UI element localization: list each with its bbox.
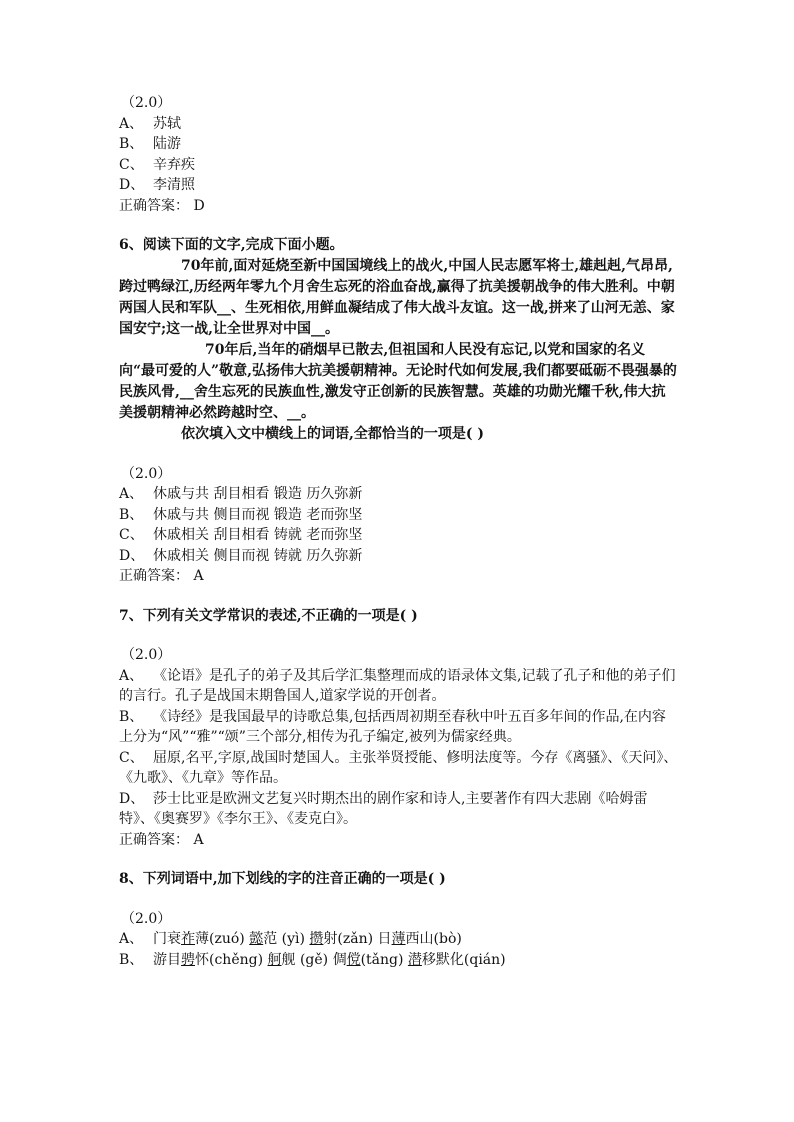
q5-answer: 正确答案： D bbox=[119, 197, 205, 214]
option-text: 《诗经》是我国最早的诗歌总集,包括西周初期至春秋中叶五百多年间的作品,在内容上分为“风”“雅”“颂”三个部分,相传为孔子编定,被列为儒家经典。 bbox=[119, 708, 666, 745]
underlined-char: 潜 bbox=[407, 951, 422, 968]
option-label: B、 bbox=[119, 506, 144, 523]
option-label: B、 bbox=[119, 708, 144, 725]
q5-option-a[interactable] bbox=[119, 114, 679, 135]
q7-option-b[interactable] bbox=[119, 707, 679, 748]
question-8 bbox=[119, 869, 679, 970]
option-text: 苏轼 bbox=[153, 115, 181, 132]
q5-score: （2.0） bbox=[121, 95, 172, 111]
q6-paragraph-2: 70年后,当年的硝烟早已散去,但祖国和人民没有忘记,以党和国家的名义向“最可爱的人”敬意,弘扬伟大抗美援朝精神。无论时代如何发展,我们都要砥砺不畏强暴的民族风骨,__舍生忘死的民族血性,激发守正创新的民族智慧。英雄的功勋光耀千秋,伟大抗美援朝精神必然跨越时空、__。 bbox=[119, 341, 677, 421]
underlined-char: 懿 bbox=[249, 931, 264, 947]
q5-option-b[interactable] bbox=[119, 134, 679, 155]
option-text: 休戚相关 刮目相看 铸就 老而弥坚 bbox=[153, 527, 363, 543]
option-label: A、 bbox=[119, 486, 144, 502]
option-text: 陆游 bbox=[153, 136, 181, 152]
q7-option-d[interactable] bbox=[119, 789, 679, 830]
option-text: 屈原,名平,字原,战国时楚国人。主张举贤授能、修明法度等。今存《离骚》、《天问》、《九歌》、《九章》等作品。 bbox=[119, 749, 678, 786]
q6-option-d[interactable] bbox=[119, 546, 679, 567]
q5-option-c[interactable] bbox=[119, 155, 679, 176]
q6-option-a[interactable] bbox=[119, 484, 679, 505]
option-text-part: 范 (yì) bbox=[263, 931, 310, 947]
q6-title: 6、阅读下面的文字,完成下面小题。 bbox=[119, 237, 344, 253]
option-text: 莎士比亚是欧洲文艺复兴时期杰出的剧作家和诗人,主要著作有四大悲剧《哈姆雷特》、《奥赛罗》《李尔王》、《麦克白》。 bbox=[119, 790, 648, 827]
option-label: B、 bbox=[119, 136, 144, 152]
underlined-char: 薄 bbox=[391, 931, 406, 947]
option-label: A、 bbox=[119, 667, 144, 684]
q7-option-c[interactable] bbox=[119, 748, 679, 789]
option-label: D、 bbox=[119, 547, 145, 564]
underlined-char: 傥 bbox=[346, 951, 361, 968]
option-text-part: 射(zǎn) 日 bbox=[323, 931, 392, 947]
option-label: A、 bbox=[119, 931, 144, 947]
option-label: D、 bbox=[119, 177, 145, 193]
option-text: 休戚与共 侧目而视 锻造 老而弥坚 bbox=[153, 506, 363, 523]
option-text-part: 怀(chěng) bbox=[195, 951, 268, 968]
question-6 bbox=[119, 235, 679, 587]
option-label: A、 bbox=[119, 115, 144, 132]
option-text: 辛弃疾 bbox=[153, 156, 195, 173]
option-text-part: 舰 (gě) 倜 bbox=[281, 951, 347, 968]
underlined-char: 祚 bbox=[181, 931, 195, 947]
option-text-part: 移默化(qián) bbox=[421, 951, 506, 968]
q6-paragraph-1: 70年前,面对延烧至新中国国境线上的战火,中国人民志愿军将士,雄赳赳,气昂昂,跨过鸭绿江,历经两年零九个月舍生忘死的浴血奋战,赢得了抗美援朝战争的伟大胜利。中朝两国人民和军队__、生死相依,用鲜血凝结成了伟大战斗友谊。这一战,拼来了山河无恙、家国安宁;这一战,让全世界对中国__。 bbox=[119, 257, 675, 337]
q8-option-a[interactable] bbox=[119, 929, 679, 950]
q6-option-b[interactable] bbox=[119, 505, 679, 526]
exam-page bbox=[119, 93, 679, 970]
option-text: 休戚相关 侧目而视 铸就 历久弥新 bbox=[153, 547, 363, 564]
q8-option-b[interactable] bbox=[119, 950, 679, 971]
question-5 bbox=[119, 93, 679, 216]
q6-prompt: 依次填入文中横线上的词语,全都恰当的一项是( ) bbox=[181, 425, 484, 442]
option-text: 休戚与共 刮目相看 锻造 历久弥新 bbox=[153, 486, 363, 502]
option-text-part: (tǎng) bbox=[360, 951, 408, 968]
q7-title: 7、下列有关文学常识的表述,不正确的一项是( ) bbox=[119, 607, 418, 624]
option-label: C、 bbox=[119, 527, 144, 543]
option-text-part: 薄(zuó) bbox=[195, 931, 250, 947]
option-text: 《论语》是孔子的弟子及其后学汇集整理而成的语录体文集,记载了孔子和他的弟子们的言行。孔子是战国末期鲁国人,道家学说的开创者。 bbox=[119, 667, 676, 704]
option-label: B、 bbox=[119, 951, 144, 968]
option-text-part: 游目 bbox=[153, 951, 181, 968]
q5-option-d[interactable] bbox=[119, 175, 679, 196]
option-label: D、 bbox=[119, 790, 145, 807]
option-label: C、 bbox=[119, 156, 144, 173]
q6-option-c[interactable] bbox=[119, 525, 679, 546]
q7-option-a[interactable] bbox=[119, 666, 679, 707]
option-label: C、 bbox=[119, 749, 144, 766]
q7-score: （2.0） bbox=[121, 647, 172, 663]
q8-score: （2.0） bbox=[121, 910, 172, 927]
q6-answer: 正确答案： A bbox=[119, 568, 204, 584]
q6-score: （2.0） bbox=[121, 465, 172, 482]
option-text-part: 西山(bò) bbox=[405, 931, 462, 947]
question-7 bbox=[119, 606, 679, 851]
underlined-char: 骋 bbox=[181, 951, 195, 968]
underlined-char: 攒 bbox=[309, 931, 324, 947]
option-text-part: 门衰 bbox=[153, 931, 181, 947]
q7-answer: 正确答案： A bbox=[119, 831, 204, 848]
q8-title: 8、下列词语中,加下划线的字的注音正确的一项是( ) bbox=[119, 871, 446, 887]
underlined-char: 舸 bbox=[267, 951, 282, 968]
option-text: 李清照 bbox=[153, 177, 195, 193]
